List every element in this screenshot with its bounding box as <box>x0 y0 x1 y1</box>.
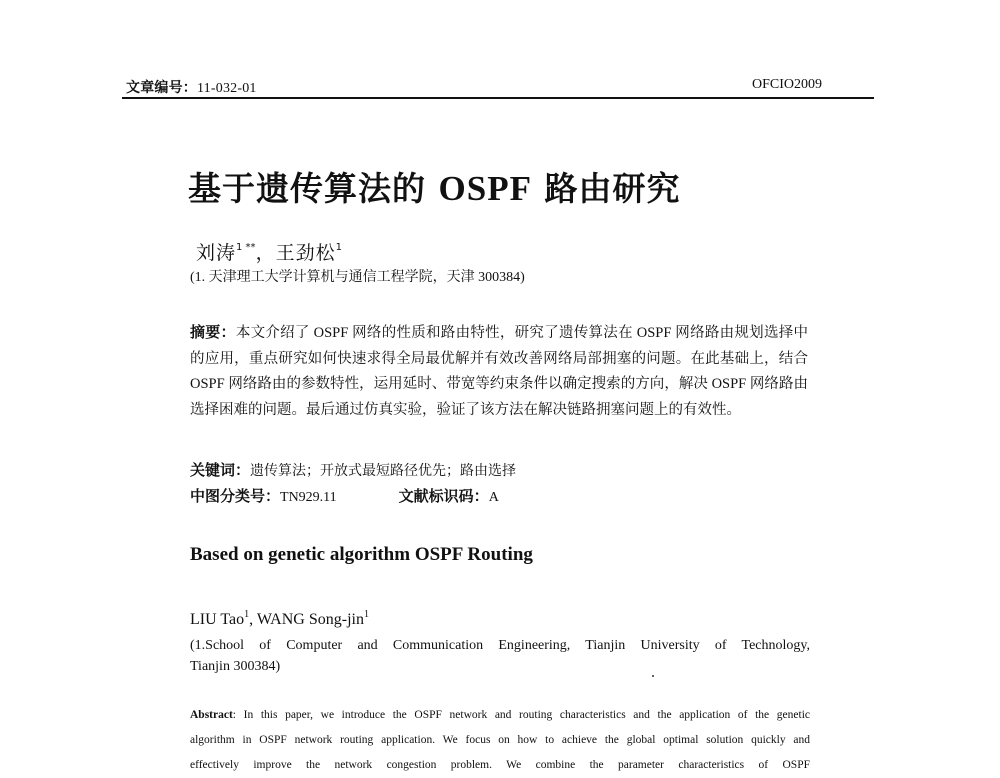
keywords-cn-label: 关键词： <box>190 461 251 479</box>
author-cn-1: 刘涛 <box>196 242 237 264</box>
clc-value: TN929.11 <box>280 490 337 505</box>
authors-cn <box>196 238 342 265</box>
paper-title-cn <box>188 163 680 210</box>
title-cn-latin: OSPF <box>438 169 532 208</box>
abstract-en-label: Abstract <box>190 709 233 721</box>
abstract-en-colon: : <box>232 709 244 721</box>
abstract-cn <box>190 320 808 423</box>
article-number-value: 11-032-01 <box>197 81 257 96</box>
author-en-2: WANG Song-jin <box>256 611 364 628</box>
affiliation-en-line2: Tianjin 300384) <box>190 659 281 674</box>
affiliation-en-line1: (1.School of Computer and Communication Engineering, Tianjin University of Technology, <box>190 638 810 653</box>
paper-title-en: Based on genetic algorithm OSPF Routing <box>190 544 533 565</box>
abstract-cn-label: 摘要： <box>190 323 236 341</box>
clc-label: 中图分类号： <box>190 487 281 505</box>
author-en-1-affil: 1 <box>244 609 250 620</box>
abstract-en-line-1 <box>190 703 810 728</box>
author-cn-2: 王劲松 <box>275 242 336 264</box>
abstract-en-text-1: In this paper, we introduce the OSPF network and routing characteristics and the application of the genetic <box>243 709 810 721</box>
conference-id: OFCIO2009 <box>752 77 823 92</box>
keywords-cn-text: 遗传算法；开放式最短路径优先；路由选择 <box>250 464 517 479</box>
author-en-separator: , <box>249 611 257 628</box>
header-divider <box>122 97 874 99</box>
article-number-label: 文章编号： <box>126 81 197 96</box>
authors-en <box>190 609 369 629</box>
abstract-en-line-2: algorithm in OSPF network routing application. We focus on how to achieve the global optimal solution quickly and <box>190 734 810 746</box>
author-separator: ， <box>255 242 276 264</box>
classification <box>190 485 499 506</box>
author-cn-1-affil: 1 ** <box>236 242 256 253</box>
doc-code-label: 文献标识码： <box>398 487 489 505</box>
author-en-2-affil: 1 <box>363 609 369 620</box>
author-cn-2-affil: 1 <box>335 242 342 253</box>
doc-code-value: A <box>488 490 499 505</box>
affiliation-cn: (1. 天津理工大学计算机与通信工程学院，天津 300384) <box>190 270 525 285</box>
scan-artifact <box>652 675 654 677</box>
title-cn-part2: 路由研究 <box>531 169 681 208</box>
abstract-en <box>190 703 810 778</box>
title-cn-part1: 基于遗传算法的 <box>188 169 439 208</box>
keywords-cn <box>190 459 516 480</box>
article-number <box>126 77 257 97</box>
author-en-1: LIU Tao <box>190 611 245 628</box>
abstract-en-line-3: effectively improve the network congestion problem. We combine the parameter characteristics of OSPF <box>190 759 810 771</box>
abstract-cn-text: 本文介绍了 OSPF 网络的性质和路由特性，研究了遗传算法在 OSPF 网络路由规划选择中的应用，重点研究如何快速求得全局最优解并有效改善网络局部拥塞的问题。在此基础上，结合 OSPF 网络路由的参数特性，运用延时、带宽等约束条件以确定搜索的方向，解决 OSPF 网络路由选择困难的问题。最后通过仿真实验，验证了该方法在解决链路拥塞问题上的有效性。 <box>190 325 808 418</box>
